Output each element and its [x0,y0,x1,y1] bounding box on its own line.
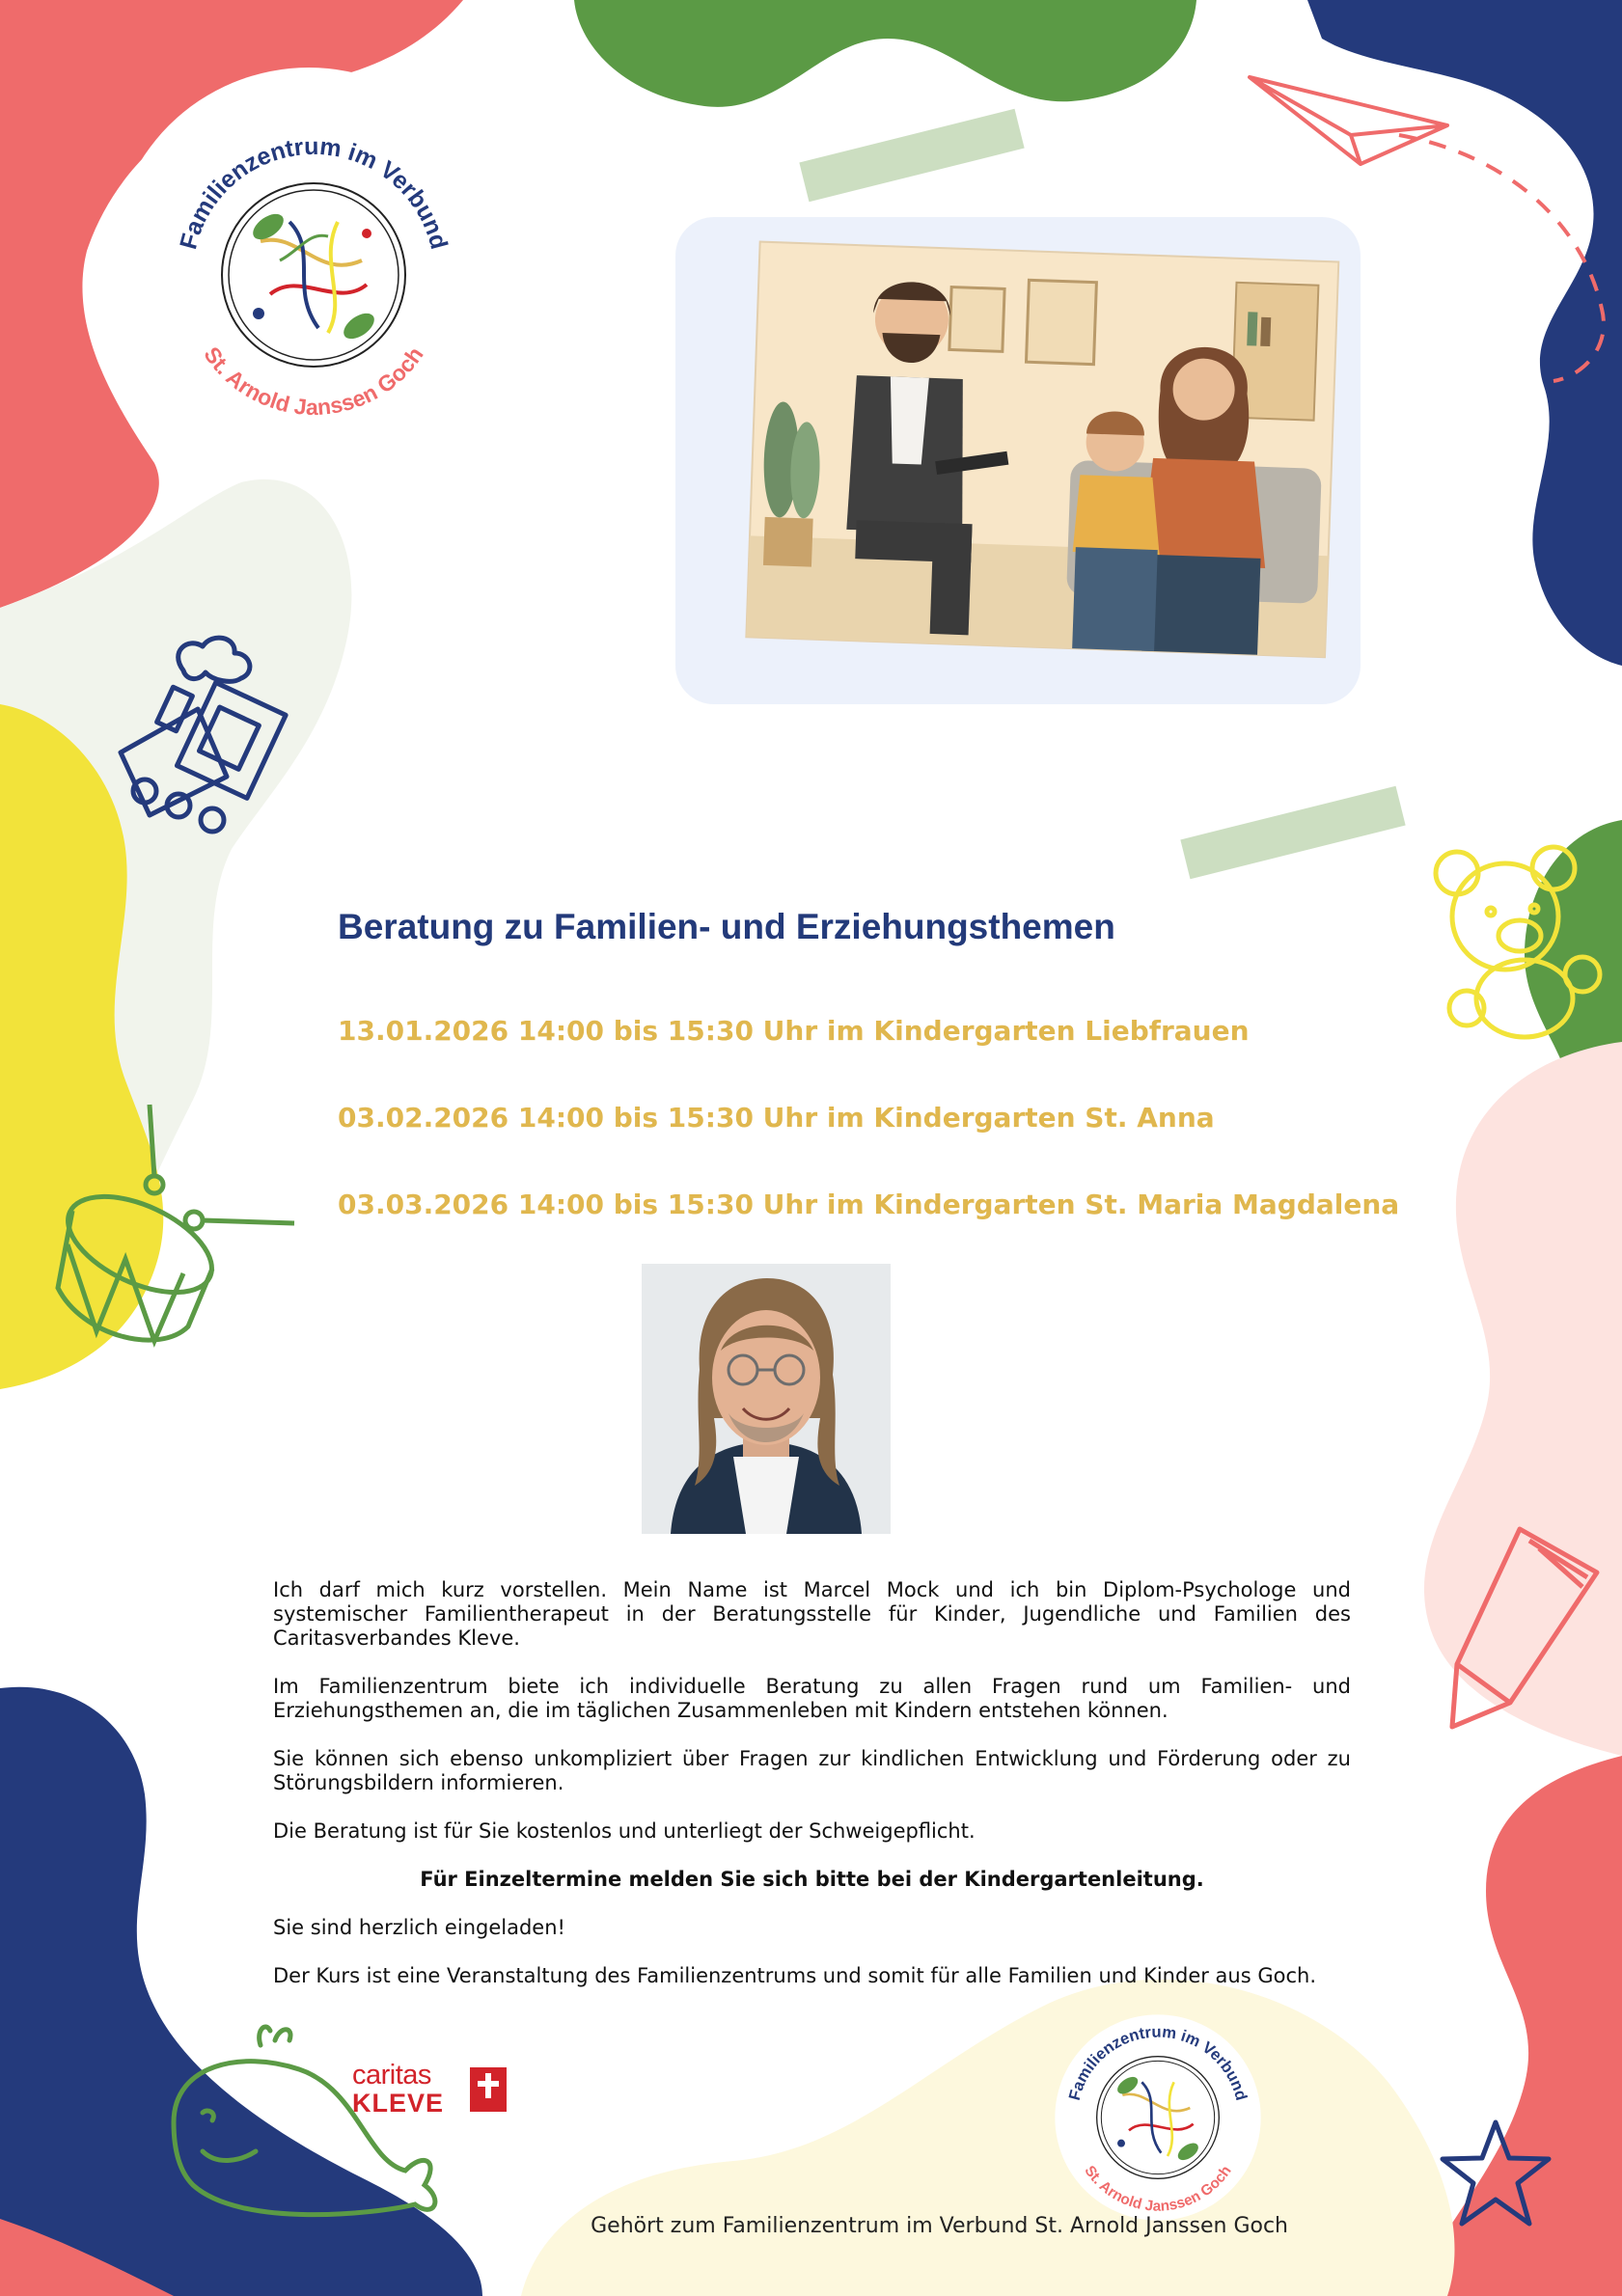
logo-top-text: Familienzentrum im Verbund [175,132,453,253]
teddy-bear-icon [1414,839,1607,1042]
drum-icon [24,1100,304,1370]
counselor-portrait [642,1264,891,1534]
paragraph-invite: Sie sind herzlich eingeladen! [273,1916,565,1939]
date-line-2: 03.02.2026 14:00 bis 15:30 Uhr im Kindergarten St. Anna [338,1102,1215,1134]
svg-text:St. Arnold Janssen Goch [199,342,427,420]
paragraph-event-note: Der Kurs ist eine Veranstaltung des Familienzentrums und somit für alle Familien und Kinder aus Goch. [273,1964,1316,1987]
caritas-word: caritas [352,2060,431,2091]
familienzentrum-logo [154,116,473,434]
svg-text:Familienzentrum im Verbund [175,133,453,253]
paragraph-offer: Im Familienzentrum biete ich individuelle Beratung zu allen Fragen rund um Familien- und Erziehungsthemen an, die im täglichen Zusammenleben mit Kindern entstehen können. [273,1675,1351,1722]
footer-text: Gehört zum Familienzentrum im Verbund St. Arnold Janssen Goch [591,2214,1288,2238]
familienzentrum-logo-small [1052,2011,1264,2224]
counseling-illustration [675,217,1361,704]
crayon-icon [1443,1510,1607,1732]
train-icon [111,632,314,854]
date-line-1: 13.01.2026 14:00 bis 15:30 Uhr im Kindergarten Liebfrauen [338,1015,1250,1047]
star-icon [1438,2118,1553,2228]
caritas-kleve-word: KLEVE [352,2089,445,2118]
logo-small-top-text: Familienzentrum im Verbund [1064,2022,1251,2103]
paper-plane-icon [1245,68,1457,174]
whale-icon [164,2007,444,2228]
paragraph-intro: Ich darf mich kurz vorstellen. Mein Name ist Marcel Mock und ich bin Diplom-Psychologe und systemischer Familientherapeut in der Beratungsstelle für Kinder, Jugendliche und Familien des Caritasverbandes Kleve. [273,1578,1351,1650]
body-text [273,1578,1351,2012]
paragraph-appointments: Für Einzeltermine melden Sie sich bitte bei der Kindergartenleitung. [420,1868,1204,1891]
page-title: Beratung zu Familien- und Erziehungsthemen [338,907,1115,946]
date-line-3: 03.03.2026 14:00 bis 15:30 Uhr im Kindergarten St. Maria Magdalena [338,1189,1400,1220]
logo-small-bottom-text: St. Arnold Janssen Goch [1081,2162,1235,2215]
caritas-cross-icon [470,2067,507,2112]
paragraph-info: Sie können sich ebenso unkompliziert über Fragen zur kindlichen Entwicklung und Förderung oder zu Störungsbildern informieren. [273,1747,1351,1794]
logo-bottom-text: St. Arnold Janssen Goch [199,342,428,421]
paragraph-free: Die Beratung ist für Sie kostenlos und unterliegt der Schweigepflicht. [273,1819,976,1843]
